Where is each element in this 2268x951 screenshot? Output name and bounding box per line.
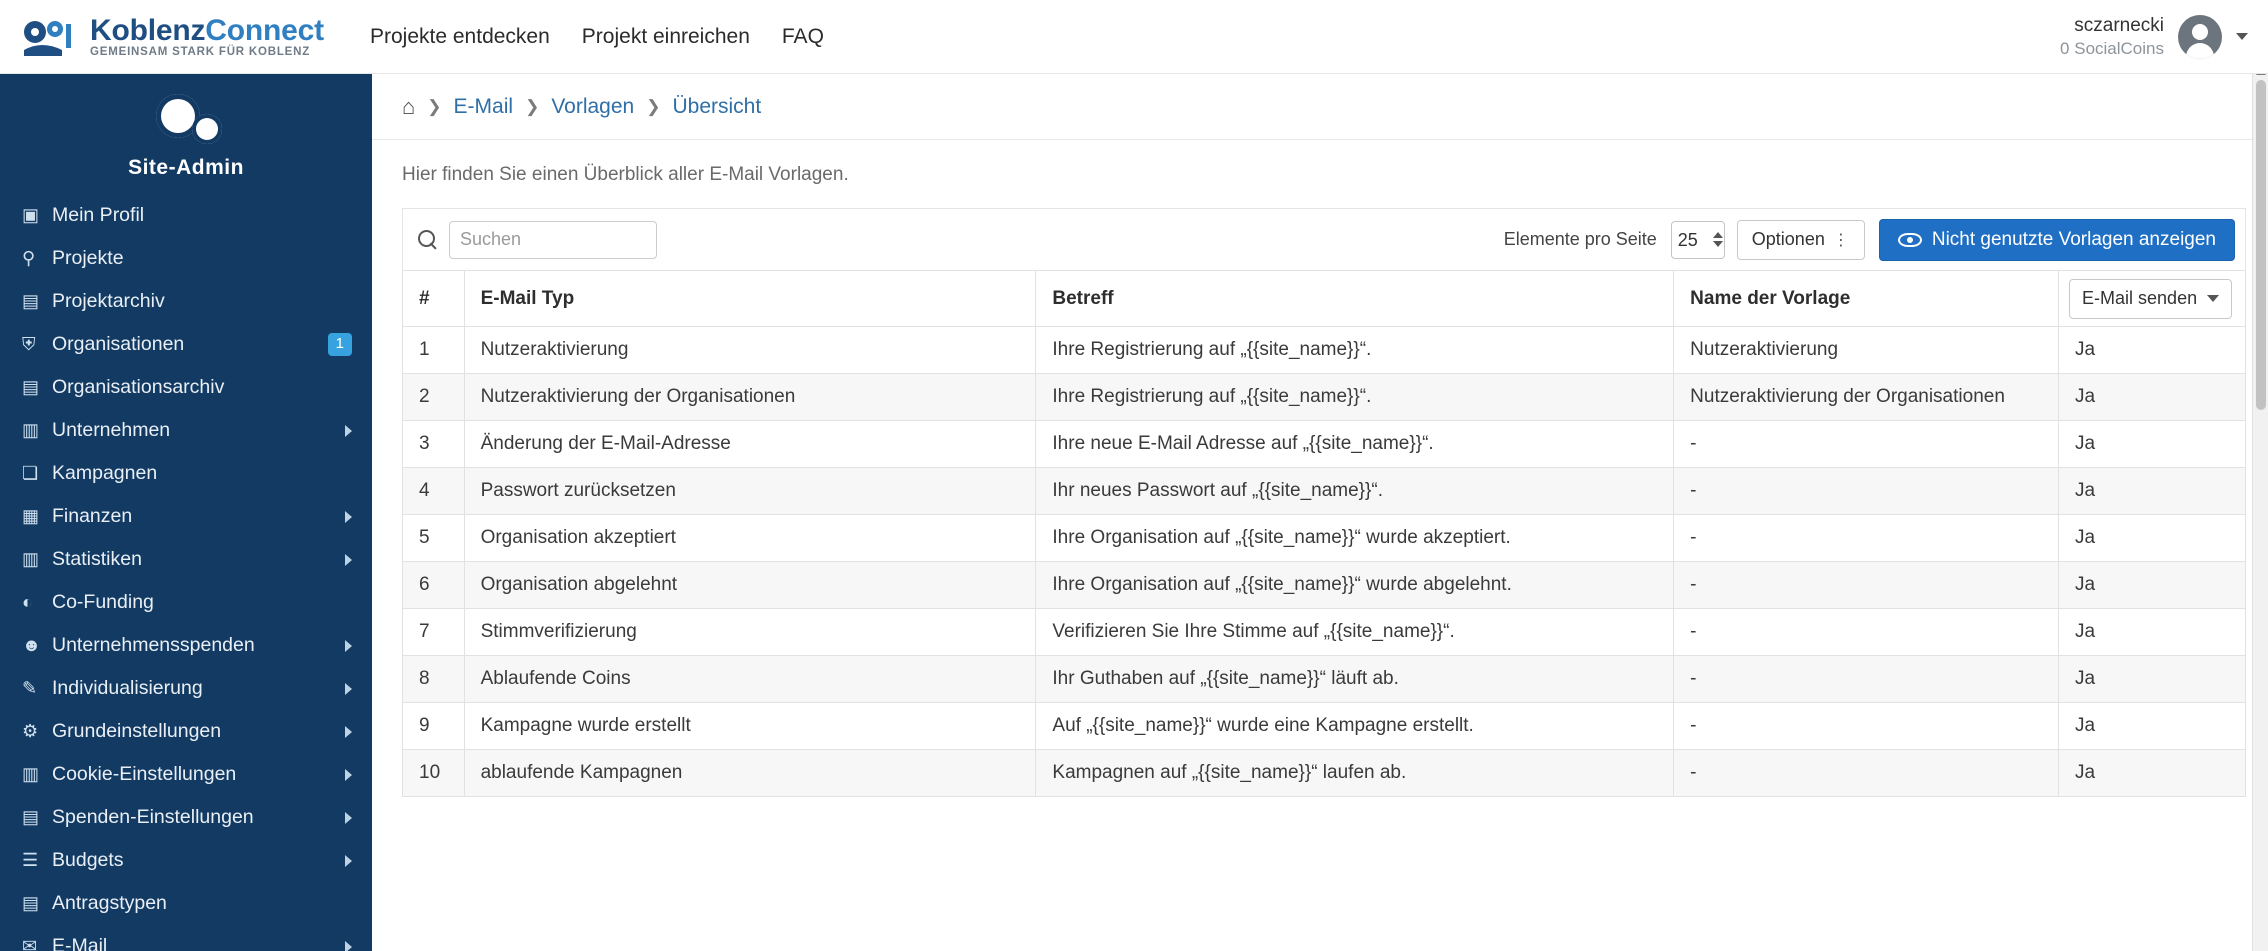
chevron-right-icon (345, 640, 352, 652)
cell-name: - (1674, 703, 2059, 750)
sidebar-item-kampagnen[interactable] (0, 452, 372, 495)
sidebar-item-unternehmen[interactable] (0, 409, 372, 452)
sidebar-item-label: E-Mail (52, 935, 108, 951)
table-row[interactable] (403, 609, 2246, 656)
sidebar-item-cookie-einstellungen[interactable] (0, 753, 372, 796)
building-icon: ▥ (22, 420, 40, 440)
sidebar-item-spenden-einstellungen[interactable] (0, 796, 372, 839)
user-area[interactable] (2060, 14, 2268, 59)
cell-senden: Ja (2059, 703, 2246, 750)
cell-name: Nutzeraktivierung der Organisationen (1674, 374, 2059, 421)
brand-tagline: GEMEINSAM STARK FÜR KOBLENZ (90, 46, 311, 59)
cell-name: - (1674, 750, 2059, 797)
per-page-select[interactable] (1671, 221, 1725, 259)
sidebar-item-budgets[interactable] (0, 839, 372, 882)
email-templates-table (402, 270, 2246, 797)
chevron-right-icon (345, 812, 352, 824)
cell-email-typ: Organisation abgelehnt (464, 562, 1036, 609)
column-header-number[interactable]: # (403, 271, 465, 327)
cell-betreff: Ihr neues Passwort auf „{{site_name}}“. (1036, 468, 1674, 515)
map-pin-icon: ⚲ (22, 248, 36, 268)
sidebar-item-unternehmensspenden[interactable] (0, 624, 372, 667)
sidebar-item-label: Kampagnen (52, 462, 158, 484)
sidebar-item-label: Individualisierung (52, 677, 203, 699)
cell-senden: Ja (2059, 421, 2246, 468)
cell-name: - (1674, 609, 2059, 656)
cell-betreff: Verifizieren Sie Ihre Stimme auf „{{site_name}}“. (1036, 609, 1674, 656)
chevron-right-icon (345, 425, 352, 437)
nav-projekt-einreichen[interactable]: Projekt einreichen (581, 24, 750, 48)
sidebar-item-organisationsarchiv[interactable] (0, 366, 372, 409)
sidebar-item-label: Grundeinstellungen (52, 720, 222, 742)
kebab-menu-icon: ⋮ (1832, 231, 1850, 249)
chevron-right-icon (345, 855, 352, 867)
cell-senden: Ja (2059, 515, 2246, 562)
breadcrumb-item-vorlagen[interactable]: Vorlagen (551, 94, 635, 118)
form-icon: ▤ (22, 893, 40, 913)
scrollbar-thumb[interactable] (2256, 80, 2266, 410)
column-header-email-senden (2059, 271, 2246, 327)
cell-name: - (1674, 515, 2059, 562)
sidebar (0, 74, 372, 951)
donation-settings-icon: ▤ (22, 807, 40, 827)
top-navigation (370, 25, 824, 49)
table-row[interactable] (403, 656, 2246, 703)
cell-email-typ: Organisation akzeptiert (464, 515, 1036, 562)
cell-email-typ: ablaufende Kampagnen (464, 750, 1036, 797)
sidebar-item-organisationen[interactable] (0, 323, 372, 366)
cell-betreff: Ihre Organisation auf „{{site_name}}“ wurde abgelehnt. (1036, 562, 1674, 609)
organisationen-badge: 1 (328, 333, 352, 355)
cell-betreff: Ihre Registrierung auf „{{site_name}}“. (1036, 327, 1674, 374)
sidebar-item-mein-profil[interactable] (0, 194, 372, 237)
table-header-row (403, 271, 2246, 327)
sidebar-title: Site-Admin (128, 156, 244, 179)
table-row[interactable] (403, 515, 2246, 562)
user-donation-icon: ☻ (22, 635, 41, 655)
nav-faq[interactable]: FAQ (781, 24, 824, 48)
chevron-right-icon (345, 769, 352, 781)
avatar[interactable] (2178, 15, 2222, 59)
column-header-betreff[interactable]: Betreff (1036, 271, 1674, 327)
sidebar-item-label: Unternehmensspenden (52, 634, 255, 656)
id-card-icon: ▣ (22, 205, 40, 225)
sidebar-item-label: Cookie-Einstellungen (52, 763, 237, 785)
table-body (403, 327, 2246, 797)
cell-betreff: Kampagnen auf „{{site_name}}“ laufen ab. (1036, 750, 1674, 797)
megaphone-icon: ❏ (22, 463, 39, 483)
brand-logo-area[interactable] (0, 15, 350, 59)
top-bar (0, 0, 2268, 74)
cell-senden: Ja (2059, 562, 2246, 609)
cell-betreff: Ihre Registrierung auf „{{site_name}}“. (1036, 374, 1674, 421)
cell-senden: Ja (2059, 750, 2246, 797)
magic-wand-icon: ✎ (22, 678, 38, 698)
sidebar-item-label: Spenden-Einstellungen (52, 806, 254, 828)
table-row[interactable] (403, 327, 2246, 374)
column-header-email-typ[interactable]: E-Mail Typ (464, 271, 1036, 327)
cookie-chart-icon: ▥ (22, 764, 40, 784)
table-row[interactable] (403, 421, 2246, 468)
sidebar-item-co-funding[interactable] (0, 581, 372, 624)
sidebar-item-label: Antragstypen (52, 892, 167, 914)
table-row[interactable] (403, 703, 2246, 750)
email-senden-dropdown[interactable] (2069, 279, 2232, 319)
cell-betreff: Auf „{{site_name}}“ wurde eine Kampagne erstellt. (1036, 703, 1674, 750)
search-area (403, 221, 657, 259)
cell-name: - (1674, 468, 2059, 515)
sidebar-item-statistiken[interactable] (0, 538, 372, 581)
main-content (372, 74, 2268, 951)
show-unused-templates-label: Nicht genutzte Vorlagen anzeigen (1931, 228, 2216, 250)
breadcrumb-separator: ❯ (525, 96, 540, 116)
sidebar-item-email[interactable] (0, 925, 372, 951)
chevron-right-icon (345, 941, 352, 951)
sidebar-item-label: Organisationen (52, 333, 185, 355)
page-scrollbar[interactable] (2252, 74, 2268, 951)
archive-box-icon: ▤ (22, 377, 40, 397)
cell-number: 2 (403, 374, 465, 421)
cell-number: 1 (403, 327, 465, 374)
templates-panel (402, 208, 2246, 797)
gears-icon (0, 92, 372, 154)
cell-betreff: Ihr Guthaben auf „{{site_name}}“ läuft ab. (1036, 656, 1674, 703)
cell-senden: Ja (2059, 468, 2246, 515)
eye-icon (1898, 233, 1922, 247)
list-icon: ☰ (22, 850, 39, 870)
search-input[interactable] (449, 221, 657, 259)
cell-senden: Ja (2059, 327, 2246, 374)
sliders-icon: ⚙ (22, 721, 39, 741)
chevron-down-icon[interactable] (2236, 33, 2248, 40)
user-coins: 0 SocialCoins (2060, 38, 2164, 58)
breadcrumb-item-email[interactable]: E-Mail (453, 94, 514, 118)
breadcrumb-separator: ❯ (646, 96, 661, 116)
cell-number: 4 (403, 468, 465, 515)
cell-senden: Ja (2059, 609, 2246, 656)
table-row[interactable] (403, 562, 2246, 609)
breadcrumb-separator: ❯ (427, 96, 442, 116)
sidebar-item-label: Projekte (52, 247, 124, 269)
sidebar-item-grundeinstellungen[interactable] (0, 710, 372, 753)
cell-name: - (1674, 656, 2059, 703)
cell-betreff: Ihre Organisation auf „{{site_name}}“ wurde akzeptiert. (1036, 515, 1674, 562)
breadcrumb (372, 74, 2268, 140)
chevron-right-icon (345, 683, 352, 695)
email-senden-dropdown-label: E-Mail senden (2082, 288, 2198, 308)
sidebar-item-label: Organisationsarchiv (52, 376, 225, 398)
nav-projekte-entdecken[interactable]: Projekte entdecken (370, 24, 550, 48)
cell-email-typ: Änderung der E-Mail-Adresse (464, 421, 1036, 468)
column-header-name-der-vorlage[interactable]: Name der Vorlage (1674, 271, 2059, 327)
toolbar-right (1504, 219, 2235, 261)
sidebar-item-antragstypen[interactable] (0, 882, 372, 925)
cell-number: 10 (403, 750, 465, 797)
cell-email-typ: Ablaufende Coins (464, 656, 1036, 703)
sidebar-item-finanzen[interactable] (0, 495, 372, 538)
shield-icon: ⛨ (22, 334, 36, 354)
chevron-right-icon (345, 511, 352, 523)
sidebar-item-projektarchiv[interactable] (0, 280, 372, 323)
chevron-right-icon (345, 726, 352, 738)
cell-number: 5 (403, 515, 465, 562)
cell-betreff: Ihre neue E-Mail Adresse auf „{{site_name}}“. (1036, 421, 1674, 468)
sidebar-header (0, 74, 372, 194)
options-button[interactable] (1737, 220, 1865, 260)
breadcrumb-item-uebersicht[interactable]: Übersicht (672, 94, 762, 118)
cell-email-typ: Stimmverifizierung (464, 609, 1036, 656)
chevron-down-icon (2207, 295, 2219, 302)
sidebar-item-label: Budgets (52, 849, 124, 871)
money-icon: ▦ (22, 506, 40, 526)
show-unused-templates-button[interactable] (1879, 219, 2235, 261)
sidebar-item-label: Finanzen (52, 505, 133, 527)
cell-number: 9 (403, 703, 465, 750)
sidebar-item-label: Mein Profil (52, 204, 145, 226)
brand-name-main: Koblenz (90, 13, 206, 47)
user-name: sczarnecki (2074, 15, 2164, 36)
cell-senden: Ja (2059, 374, 2246, 421)
sidebar-item-individualisierung[interactable] (0, 667, 372, 710)
sidebar-item-label: Statistiken (52, 548, 142, 570)
table-head (403, 271, 2246, 327)
per-page-label: Elemente pro Seite (1503, 229, 1657, 249)
sidebar-item-label: Co-Funding (52, 591, 154, 613)
cell-email-typ: Passwort zurücksetzen (464, 468, 1036, 515)
cell-name: - (1674, 562, 2059, 609)
sidebar-item-label: Projektarchiv (52, 290, 165, 312)
chevron-right-icon (345, 554, 352, 566)
sidebar-item-label: Unternehmen (52, 419, 171, 441)
cell-number: 6 (403, 562, 465, 609)
cell-email-typ: Kampagne wurde erstellt (464, 703, 1036, 750)
table-row[interactable] (403, 750, 2246, 797)
page-description: Hier finden Sie einen Überblick aller E-Mail Vorlagen. (402, 164, 849, 185)
koblenzconnect-logo-icon (22, 16, 78, 58)
search-icon (417, 229, 439, 251)
table-toolbar (402, 208, 2246, 270)
cell-senden: Ja (2059, 656, 2246, 703)
options-button-label: Optionen (1751, 229, 1825, 249)
table-row[interactable] (403, 374, 2246, 421)
pie-chart-icon: ◐ (22, 592, 33, 612)
cell-number: 8 (403, 656, 465, 703)
sidebar-item-projekte[interactable] (0, 237, 372, 280)
mail-icon: ✉ (22, 936, 38, 951)
archive-icon: ▤ (22, 291, 40, 311)
cell-number: 3 (403, 421, 465, 468)
cell-number: 7 (403, 609, 465, 656)
cell-email-typ: Nutzeraktivierung (464, 327, 1036, 374)
cell-name: - (1674, 421, 2059, 468)
brand-name-accent: Connect (205, 13, 324, 47)
home-icon[interactable]: ⌂ (402, 93, 416, 119)
cell-name: Nutzeraktivierung (1674, 327, 2059, 374)
table-row[interactable] (403, 468, 2246, 515)
chart-bar-icon: ▥ (22, 549, 40, 569)
cell-email-typ: Nutzeraktivierung der Organisationen (464, 374, 1036, 421)
